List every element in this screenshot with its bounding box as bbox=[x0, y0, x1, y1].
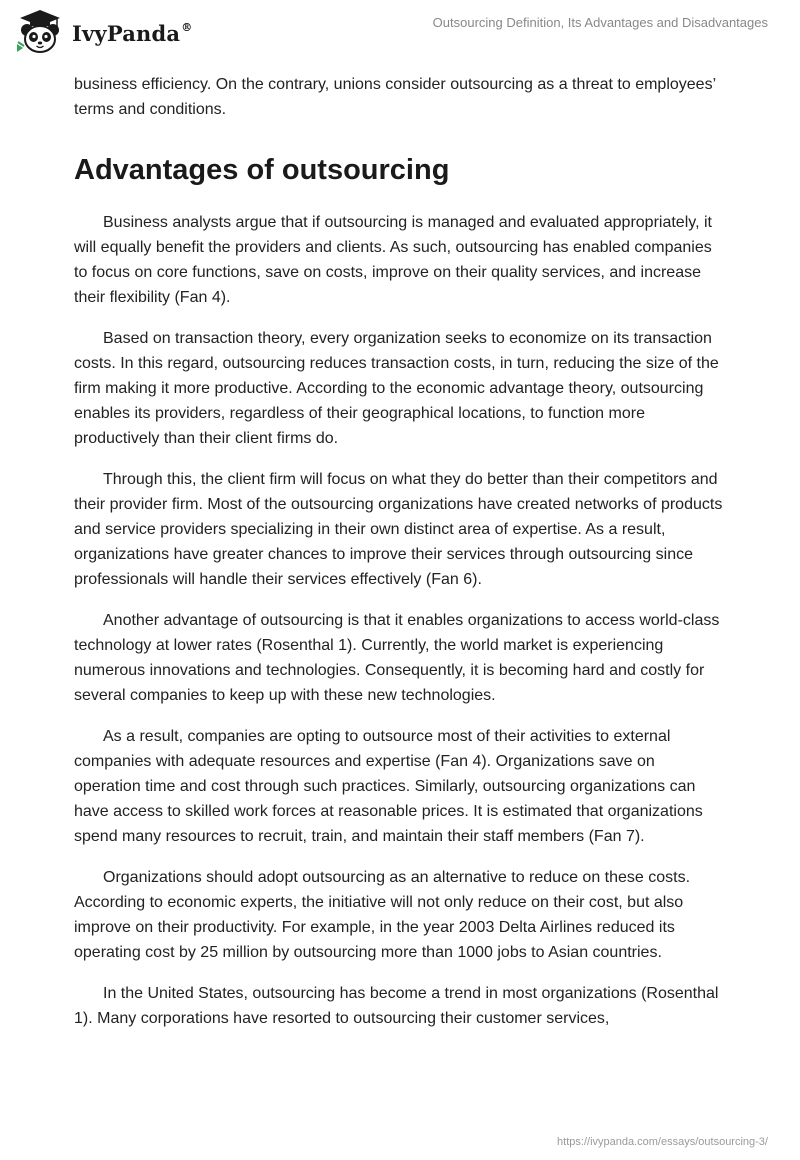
section-heading: Advantages of outsourcing bbox=[74, 154, 450, 186]
brand-logo[interactable] bbox=[14, 8, 192, 56]
lead-paragraph: business efficiency. On the contrary, unions consider outsourcing as a threat to employees’ terms and conditions. bbox=[74, 76, 716, 118]
paragraph: In the United States, outsourcing has become a trend in most organizations (Rosenthal 1). Many corporations have resorted to outsourcing their customer services, bbox=[74, 985, 719, 1027]
paragraph: Business analysts argue that if outsourcing is managed and evaluated appropriately, it will equally benefit the providers and clients. As such, outsourcing has enabled companies to focus on core functions, save on costs, improve on their quality services, and increase their flexibility (Fan 4). bbox=[74, 214, 712, 306]
paragraph: As a result, companies are opting to outsource most of their activities to external companies with adequate resources and expertise (Fan 4). Organizations save on operation time and cost through such practices. Similarly, outsourcing organizations can have access to skilled work forces at reasonable prices. It is estimated that organizations spend many resources to recruit, train, and maintain their staff members (Fan 7). bbox=[74, 728, 703, 845]
paragraph: Organizations should adopt outsourcing as an alternative to reduce on these costs. According to economic experts, the initiative will not only reduce on their cost, but also improve on their productivity. For example, in the year 2003 Delta Airlines reduced its operating cost by 25 million by outsourcing more than 1000 jobs to Asian countries. bbox=[74, 869, 691, 961]
paragraph: Based on transaction theory, every organization seeks to economize on its transaction costs. In this regard, outsourcing reduces transaction costs, in turn, reducing the size of the firm making it more productive. According to the economic advantage theory, outsourcing enables its providers, regardless of their geographical locations, to function more productively than their client firms do. bbox=[74, 330, 719, 447]
brand-name: IvyPanda® bbox=[72, 20, 193, 46]
panda-graduate-icon bbox=[14, 8, 66, 56]
paragraph: Through this, the client firm will focus on what they do better than their competitors and their provider firm. Most of the outsourcing organizations have created networks of products and service providers specializing in their own distinct area of expertise. As a result, organizations have greater chances to improve their services through outsourcing since professionals will handle their services effectively (Fan 6). bbox=[74, 471, 723, 588]
paragraph: Another advantage of outsourcing is that it enables organizations to access world-class technology at lower rates (Rosenthal 1). Currently, the world market is experiencing numerous innovations and technologies. Consequently, it is becoming hard and costly for several companies to keep up with these new technologies. bbox=[74, 612, 720, 704]
page-header bbox=[0, 0, 800, 64]
essay-body bbox=[74, 72, 724, 1047]
document-title: Outsourcing Definition, Its Advantages and Disadvantages bbox=[432, 15, 768, 30]
source-url[interactable]: https://ivypanda.com/essays/outsourcing-3/ bbox=[557, 1136, 768, 1148]
